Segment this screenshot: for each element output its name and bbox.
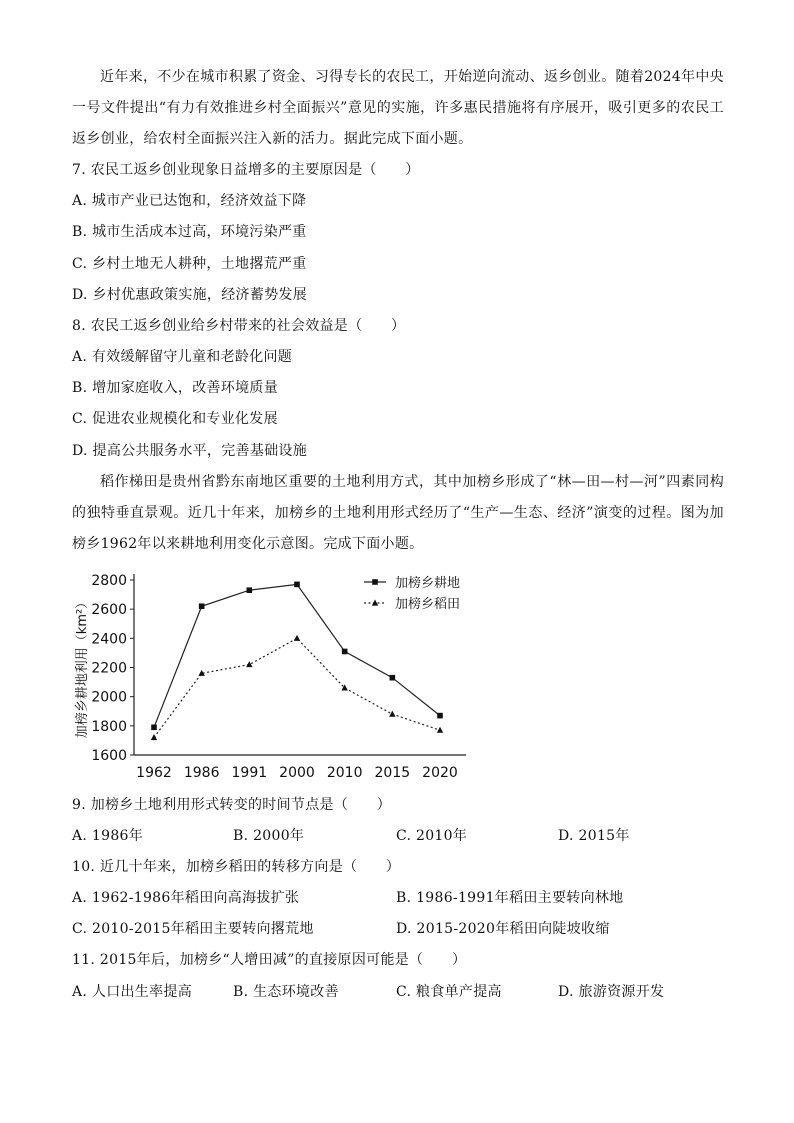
legend-marker-square: [372, 579, 378, 585]
question-8-option-c[interactable]: C. 促进农业规模化和专业化发展: [72, 411, 278, 427]
legend-marker-triangle: [372, 600, 378, 606]
passage-migrant-workers: 近年来，不少在城市积累了资金、习得专长的农民工，开始逆向流动、返乡创业。随着2024年中央一号文件提出“有力有效推进乡村全面振兴”意见的实施，许多惠民措施将有序展开，吸引更多的农民工返乡创业，给农村全面振兴注入新的活力。据此完成下面小题。: [72, 69, 724, 147]
data-point-square: [199, 603, 205, 609]
data-point-square: [151, 724, 157, 730]
x-tick-label: 2015: [374, 765, 411, 781]
y-tick-label: 1800: [91, 718, 127, 735]
data-point-triangle: [294, 635, 300, 641]
question-11-option-b[interactable]: B. 生态环境改善: [233, 984, 339, 1000]
y-tick-label: 2200: [91, 660, 127, 677]
x-axis-ticks: [136, 765, 458, 781]
passage-terraces: 稻作梯田是贵州省黔东南地区重要的土地利用方式，其中加榜乡形成了“林—田—村—河”四素同构的独特垂直景观。近几十年来，加榜乡的土地利用形式经历了“生产—生态、经济”演变的过程。图为加榜乡1962年以来耕地利用变化示意图。完成下面小题。: [72, 474, 724, 552]
legend-label: 加榜乡耕地: [395, 576, 461, 591]
question-10-option-d[interactable]: D. 2015-2020年稻田向陡坡收缩: [396, 921, 610, 937]
question-10-option-b[interactable]: B. 1986-1991年稻田主要转向林地: [396, 890, 624, 906]
data-point-triangle: [389, 711, 395, 717]
legend-label: 加榜乡稻田: [395, 597, 461, 612]
farmland-use-chart: [68, 562, 488, 784]
data-point-square: [342, 649, 348, 655]
x-tick-label: 2010: [326, 765, 363, 781]
question-11-option-d[interactable]: D. 旅游资源开发: [558, 984, 665, 1000]
data-point-triangle: [437, 727, 443, 733]
question-7-option-d[interactable]: D. 乡村优惠政策实施，经济蓄势发展: [72, 287, 308, 303]
data-point-triangle: [151, 734, 157, 740]
data-point-square: [437, 713, 443, 719]
question-9-stem: 9. 加榜乡土地利用形式转变的时间节点是（ ）: [72, 797, 392, 813]
y-tick-label: 2000: [91, 689, 127, 706]
question-8-option-a[interactable]: A. 有效缓解留守儿童和老龄化问题: [72, 349, 293, 365]
question-11-stem: 11. 2015年后，加榜乡“人增田减”的直接原因可能是（ ）: [72, 952, 467, 968]
x-tick-label: 2020: [422, 765, 458, 781]
question-11-option-a[interactable]: A. 人口出生率提高: [72, 984, 193, 1000]
chart-legend: [364, 575, 460, 612]
question-9-option-a[interactable]: A. 1986年: [72, 828, 144, 844]
x-tick-label: 2000: [279, 765, 315, 781]
x-tick-label: 1991: [231, 765, 268, 781]
question-9-option-d[interactable]: D. 2015年: [558, 828, 630, 844]
y-tick-label: 1600: [91, 748, 127, 764]
data-point-triangle: [246, 661, 252, 667]
question-9-option-c[interactable]: C. 2010年: [396, 828, 468, 844]
question-7-option-b[interactable]: B. 城市生活成本过高，环境污染严重: [72, 224, 307, 240]
y-tick-label: 2400: [91, 631, 127, 648]
question-9-option-b[interactable]: B. 2000年: [233, 828, 305, 844]
y-axis-ticks: [91, 573, 134, 764]
data-point-square: [247, 587, 253, 593]
question-11-option-c[interactable]: C. 粮食单产提高: [396, 984, 502, 1000]
series-line-2: [154, 638, 440, 737]
question-10-stem: 10. 近几十年来，加榜乡稻田的转移方向是（ ）: [72, 859, 401, 875]
data-point-square: [294, 582, 300, 588]
question-7-option-c[interactable]: C. 乡村土地无人耕种，土地撂荒严重: [72, 256, 307, 272]
x-tick-label: 1986: [183, 765, 220, 781]
question-7-option-a[interactable]: A. 城市产业已达饱和，经济效益下降: [72, 193, 307, 209]
question-10-option-a[interactable]: A. 1962-1986年稻田向高海拔扩张: [72, 890, 300, 906]
y-axis-label: 加榜乡耕地利用（km²）: [75, 595, 90, 739]
question-8-option-d[interactable]: D. 提高公共服务水平，完善基础设施: [72, 443, 308, 459]
question-7-stem: 7. 农民工返乡创业现象日益增多的主要原因是（ ）: [72, 162, 420, 178]
question-8-stem: 8. 农民工返乡创业给乡村带来的社会效益是（ ）: [72, 318, 406, 334]
y-tick-label: 2600: [91, 602, 127, 619]
data-point-square: [390, 675, 396, 681]
y-tick-label: 2800: [91, 573, 127, 589]
question-8-option-b[interactable]: B. 增加家庭收入，改善环境质量: [72, 380, 278, 396]
x-tick-label: 1962: [136, 765, 172, 781]
question-10-option-c[interactable]: C. 2010-2015年稻田主要转向撂荒地: [72, 921, 314, 937]
